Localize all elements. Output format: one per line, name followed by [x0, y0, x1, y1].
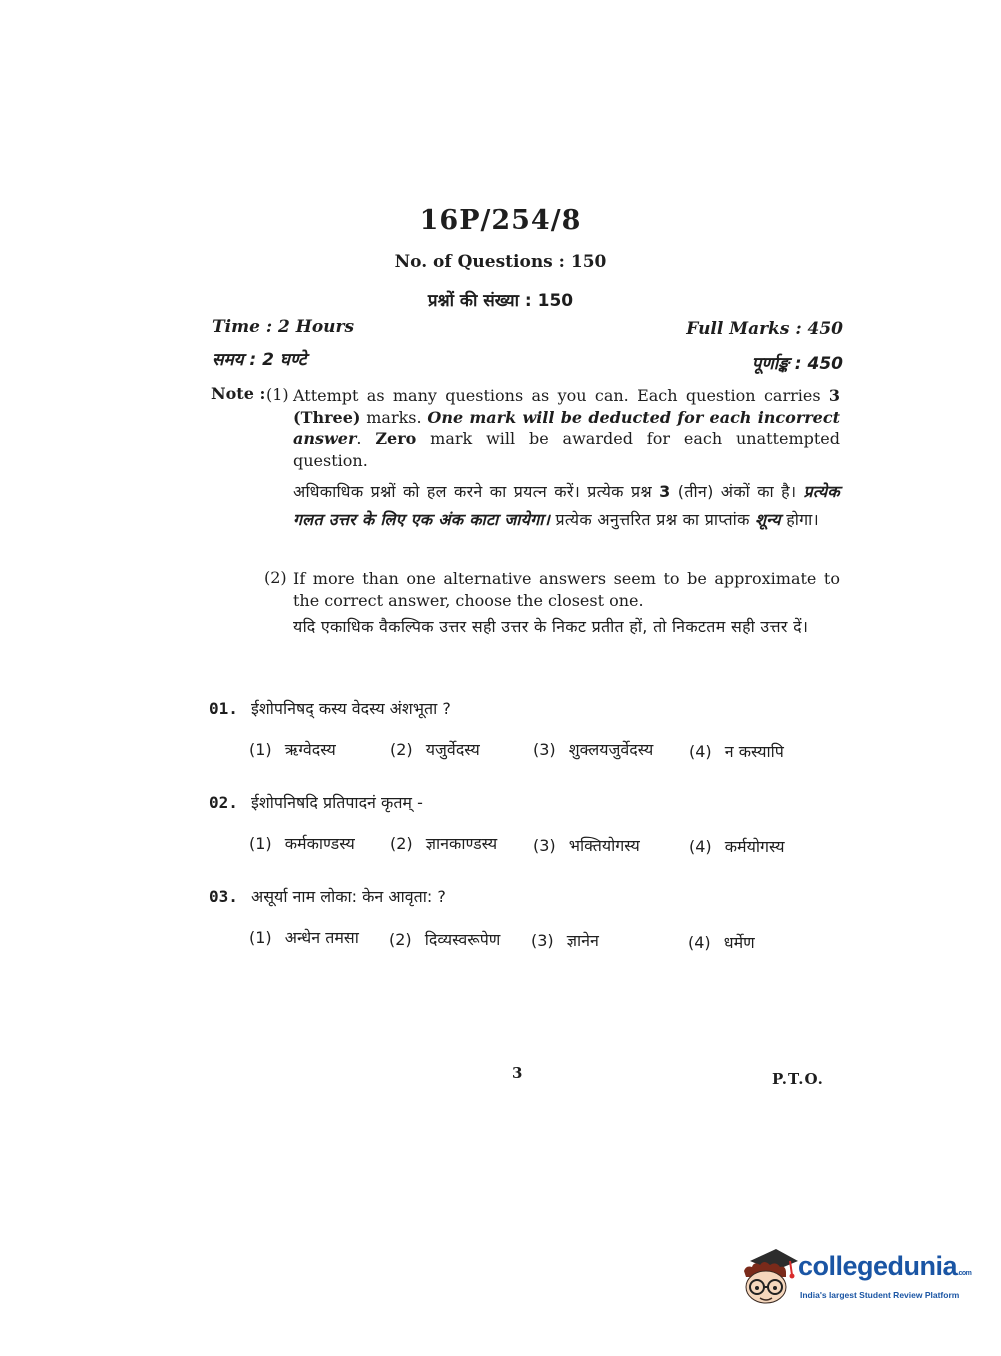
- number-of-questions-hindi: प्रश्नों की संख्या : 150: [427, 291, 574, 311]
- q02-option-2[interactable]: (2) ज्ञानकाण्डस्य: [390, 834, 498, 853]
- note-item-1-english: Attempt as many questions as you can. Each question carries 3 (Three) marks. One mark will be deducted for each incorrect answer. Zero mark will be awarded for each unattempted question.: [293, 386, 841, 470]
- full-marks-hindi: पूर्णाङ्क : 450: [751, 354, 843, 374]
- pto-label: P.T.O.: [772, 1070, 824, 1088]
- q01-option-2[interactable]: (2) यजुर्वेदस्य: [390, 740, 480, 759]
- question-01: [209, 697, 451, 719]
- q02-option-1[interactable]: (1) कर्मकाण्डस्य: [249, 834, 355, 853]
- q01-option-3[interactable]: (3) शुक्लयजुर्वेदस्य: [533, 740, 654, 759]
- q01-option-1[interactable]: (1) ऋग्वेदस्य: [249, 740, 336, 759]
- note-item-2-number: (2): [264, 568, 287, 587]
- note-item-2-english: If more than one alternative answers seem to be approximate to the correct answer, choose the closest one.: [293, 569, 840, 610]
- full-marks: Full Marks : 450: [686, 319, 843, 339]
- question-number: 01.: [209, 699, 238, 718]
- q03-option-2[interactable]: (2) दिव्यस्वरूपेण: [389, 930, 501, 949]
- question-number: 02.: [209, 793, 238, 812]
- q03-option-1[interactable]: (1) अन्धेन तमसा: [249, 928, 359, 947]
- note-label: Note :: [211, 384, 266, 403]
- question-text: असूर्या नाम लोका: केन आवृता: ?: [251, 887, 446, 906]
- page-number: 3: [512, 1064, 523, 1082]
- note-item-1-hindi: अधिकाधिक प्रश्नों को हल करने का प्रयत्न करें। प्रत्येक प्रश्न 3 (तीन) अंकों का है। प्रत्येक गलत उत्तर के लिए एक अंक काटा जायेगा। प्रत्येक अनुत्तरित प्रश्न का प्राप्तांक शून्य होगा।: [293, 482, 841, 529]
- question-text: ईशोपनिषद् कस्य वेदस्य अंशभूता ?: [251, 699, 451, 718]
- question-03: [209, 885, 446, 907]
- mascot-icon: [740, 1247, 798, 1313]
- q01-option-4[interactable]: (4) न कस्यापि: [689, 742, 784, 761]
- note-item-2-hindi: यदि एकाधिक वैकल्पिक उत्तर सही उत्तर के निकट प्रतीत हों, तो निकटतम सही उत्तर दें।: [293, 617, 809, 636]
- question-number: 03.: [209, 887, 238, 906]
- q02-option-4[interactable]: (4) कर्मयोगस्य: [689, 837, 785, 856]
- collegedunia-watermark: [740, 1247, 970, 1317]
- time-allowed: Time : 2 Hours: [212, 317, 355, 337]
- number-of-questions: No. of Questions : 150: [394, 252, 607, 272]
- watermark-tagline: India's largest Student Review Platform: [800, 1290, 960, 1300]
- question-02: [209, 791, 423, 813]
- q03-option-3[interactable]: (3) ज्ञानेन: [531, 931, 599, 950]
- watermark-brand: collegedunia.com: [798, 1251, 972, 1281]
- q03-option-4[interactable]: (4) धर्मेण: [688, 933, 755, 952]
- question-text: ईशोपनिषदि प्रतिपादनं कृतम् -: [251, 793, 423, 812]
- q02-option-3[interactable]: (3) भक्तियोगस्य: [533, 836, 640, 855]
- note-item-1-number: (1): [266, 385, 289, 404]
- paper-code: 16P/254/8: [419, 205, 582, 236]
- time-allowed-hindi: समय : 2 घण्टे: [212, 350, 307, 370]
